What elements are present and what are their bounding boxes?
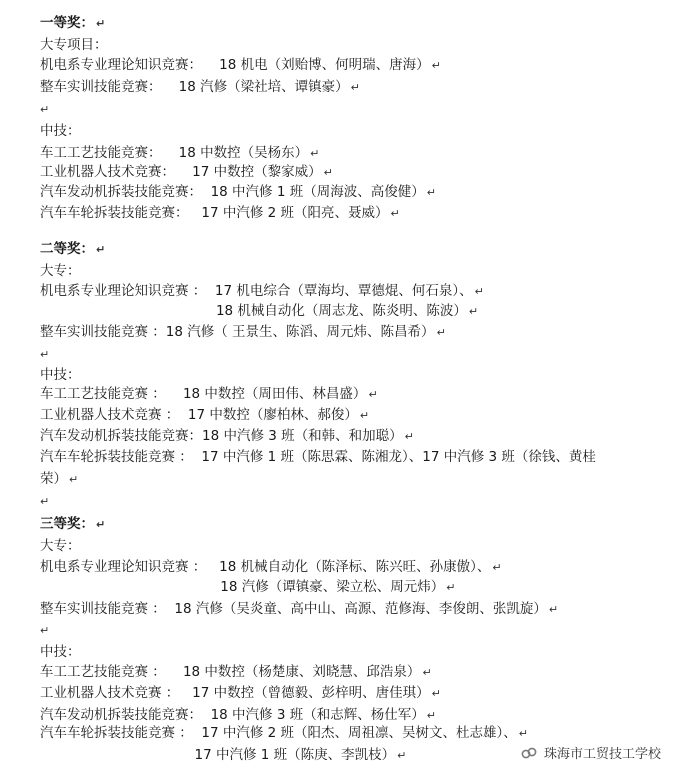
paragraph-mark-icon xyxy=(389,207,400,220)
paragraph-mark-icon xyxy=(358,409,369,422)
empty-paragraph xyxy=(40,100,49,119)
award-line xyxy=(40,578,455,597)
paragraph-mark-icon xyxy=(473,285,484,298)
section-heading-text: 三等奖： xyxy=(40,516,94,532)
paragraph-mark-icon xyxy=(349,81,360,94)
paragraph-mark-icon xyxy=(490,561,501,574)
award-line-text: 汽车发动机拆装技能竞赛：18 中汽修 3 班（和韩、和加聪） xyxy=(40,428,403,444)
group-label xyxy=(40,537,81,555)
award-line-text: 机电系专业理论知识竞赛 ： 17 机电综合（覃海均、覃德焜、何石泉）、 xyxy=(40,283,473,299)
award-line xyxy=(40,706,436,725)
paragraph-mark-icon xyxy=(40,103,49,116)
award-line xyxy=(40,78,360,97)
award-line-text: 18 汽修（谭镇豪、梁立松、周元炜） xyxy=(40,579,445,595)
award-line-text: 整车实训技能竞赛 ：18 汽修（ 王景生、陈滔、周元炜、陈昌希） xyxy=(40,324,435,340)
paragraph-mark-icon xyxy=(517,727,528,740)
paragraph-mark-icon xyxy=(308,147,319,160)
paragraph-mark-icon xyxy=(430,59,441,72)
paragraph-mark-icon xyxy=(94,17,105,30)
award-line-text: 荣） xyxy=(40,471,67,487)
group-label xyxy=(40,262,81,280)
award-line-text: 17 中汽修 1 班（陈庚、李凯枝） xyxy=(40,747,396,763)
award-line-text: 18 机械自动化（周志龙、陈炎明、陈波） xyxy=(40,303,467,319)
award-line-text: 工业机器人技术竞赛 ： 17 中数控（曾德毅、彭梓明、唐佳琪） xyxy=(40,685,430,701)
award-line-text: 工业机器人技术竞赛 ： 17 中数控（廖柏林、郝俊） xyxy=(40,407,358,423)
paragraph-mark-icon xyxy=(420,666,431,679)
award-line xyxy=(40,56,441,75)
award-line-text: 汽车车轮拆装技能竞赛 ： 17 中汽修 1 班（陈思霖、陈湘龙）、17 中汽修 3 班（徐钱、黄桂 xyxy=(40,449,596,465)
award-line xyxy=(40,144,319,163)
award-line xyxy=(40,323,446,342)
award-line-text: 汽车车轮拆装技能竞赛 ： 17 中汽修 2 班（阳杰、周祖凛、吴树文、杜志雄）、 xyxy=(40,725,517,741)
group-label xyxy=(40,122,81,140)
wechat-official-account-icon xyxy=(520,745,538,761)
watermark xyxy=(520,743,661,762)
award-line-text: 工业机器人技术竞赛： 17 中数控（黎家威） xyxy=(40,164,322,180)
paragraph-mark-icon xyxy=(322,166,333,179)
paragraph-mark-icon xyxy=(435,326,446,339)
empty-paragraph xyxy=(40,621,49,640)
award-line-text: 整车实训技能竞赛 ： 18 汽修（吴炎童、高中山、高源、范修海、李俊朗、张凯旋） xyxy=(40,601,547,617)
section-heading-text: 二等奖： xyxy=(40,241,94,257)
group-label-text: 中技： xyxy=(40,644,81,660)
group-label-text: 大专： xyxy=(40,538,81,554)
award-line-text: 汽车发动机拆装技能竞赛： 18 中汽修 3 班（和志辉、杨仕军） xyxy=(40,707,425,723)
award-line xyxy=(40,282,484,301)
group-label-text: 中技： xyxy=(40,123,81,139)
group-label xyxy=(40,366,81,384)
award-line xyxy=(40,204,400,223)
award-line-text: 车工工艺技能竞赛 ： 18 中数控（周田伟、林昌盛） xyxy=(40,386,367,402)
award-line-text: 机电系专业理论知识竞赛： 18 机电（刘贻博、何明瑞、唐海） xyxy=(40,57,430,73)
empty-paragraph xyxy=(40,492,49,511)
paragraph-mark-icon xyxy=(395,749,406,762)
watermark-text: 珠海市工贸技工学校 xyxy=(543,747,661,762)
paragraph-mark-icon xyxy=(67,473,78,486)
paragraph-mark-icon xyxy=(444,581,455,594)
award-line xyxy=(40,163,333,182)
paragraph-mark-icon xyxy=(40,348,49,361)
paragraph-mark-icon xyxy=(430,687,441,700)
award-line xyxy=(40,183,436,202)
award-line xyxy=(40,302,478,321)
group-label-text: 大专： xyxy=(40,263,81,279)
award-line-text: 整车实训技能竞赛： 18 汽修（梁社培、谭镇豪） xyxy=(40,79,349,95)
paragraph-mark-icon xyxy=(467,305,478,318)
group-label xyxy=(40,643,81,661)
award-line-text: 机电系专业理论知识竞赛 ： 18 机械自动化（陈泽标、陈兴旺、孙康傲）、 xyxy=(40,559,491,575)
section-heading xyxy=(40,240,105,259)
award-line xyxy=(40,600,558,619)
award-line xyxy=(40,746,406,765)
paragraph-mark-icon xyxy=(94,243,105,256)
award-line xyxy=(40,470,78,489)
group-label-text: 中技： xyxy=(40,367,81,383)
group-label xyxy=(40,36,108,54)
award-line xyxy=(40,385,378,404)
paragraph-mark-icon xyxy=(40,495,49,508)
award-line-text: 车工工艺技能竞赛： 18 中数控（吴杨东） xyxy=(40,145,309,161)
paragraph-mark-icon xyxy=(403,430,414,443)
award-line-text: 车工工艺技能竞赛 ： 18 中数控（杨楚康、刘晓慧、邱浩泉） xyxy=(40,664,421,680)
award-line xyxy=(40,448,596,466)
section-heading xyxy=(40,515,105,534)
paragraph-mark-icon xyxy=(425,186,436,199)
award-line xyxy=(40,663,432,682)
award-line xyxy=(40,684,441,703)
paragraph-mark-icon xyxy=(40,624,49,637)
award-line xyxy=(40,427,414,446)
paragraph-mark-icon xyxy=(547,603,558,616)
award-line-text: 汽车车轮拆装技能竞赛： 17 中汽修 2 班（阳亮、聂威） xyxy=(40,205,389,221)
award-line xyxy=(40,406,369,425)
paragraph-mark-icon xyxy=(94,518,105,531)
paragraph-mark-icon xyxy=(425,709,436,722)
section-heading-text: 一等奖： xyxy=(40,15,94,31)
paragraph-mark-icon xyxy=(366,388,377,401)
section-heading xyxy=(40,14,105,33)
empty-paragraph xyxy=(40,345,49,364)
award-line xyxy=(40,558,502,577)
award-line xyxy=(40,724,528,743)
award-line-text: 汽车发动机拆装技能竞赛： 18 中汽修 1 班（周海波、高俊健） xyxy=(40,184,425,200)
group-label-text: 大专项目： xyxy=(40,37,108,53)
